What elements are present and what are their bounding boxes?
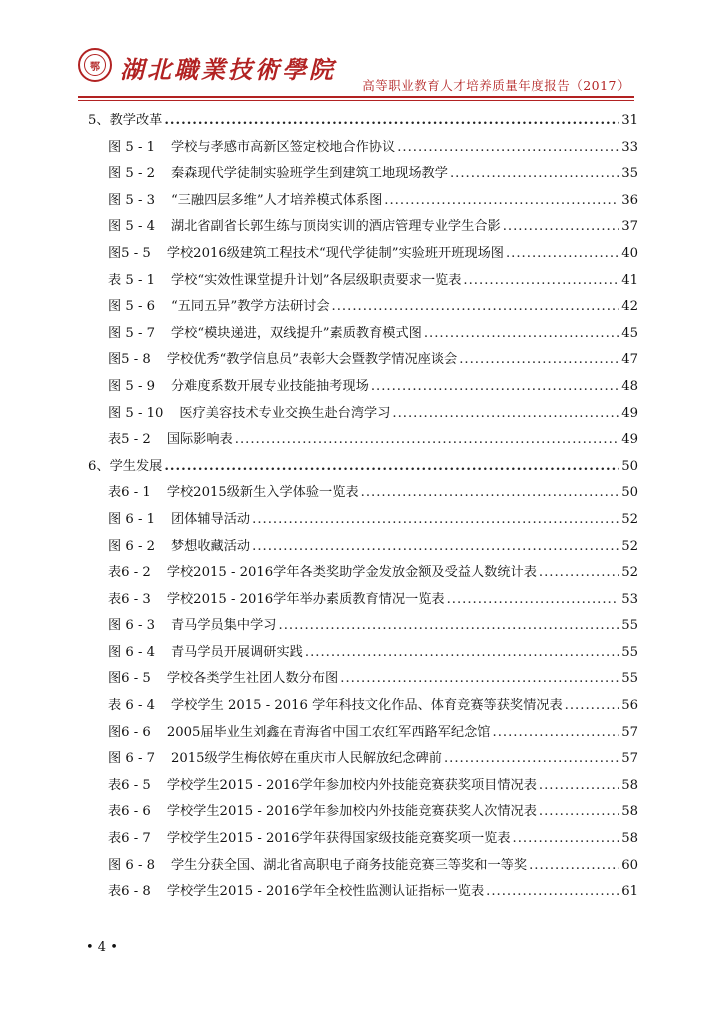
toc-entry-label: 图 5 - 7	[108, 325, 155, 341]
toc-entry-label: 图6 - 6	[108, 724, 151, 740]
toc-entry-label: 图 5 - 9	[108, 378, 155, 394]
toc-dot-leader	[305, 645, 619, 660]
toc-entry-page: 53	[621, 591, 638, 607]
toc-entry-page: 60	[621, 857, 638, 873]
toc-entry-page: 35	[621, 166, 638, 182]
toc-entry[interactable]	[88, 215, 638, 242]
toc-entry-label: 图5 - 8	[108, 352, 151, 368]
toc-dot-leader	[392, 406, 619, 421]
toc-entry-page: 61	[621, 884, 638, 900]
toc-dot-leader	[252, 512, 619, 527]
toc-entry-page: 40	[621, 245, 638, 261]
toc-entry-title: 学校2015 - 2016学年举办素质教育情况一览表	[166, 591, 445, 607]
toc-entry-label: 图 5 - 6	[108, 299, 155, 315]
toc-dot-leader	[340, 671, 619, 686]
toc-entry-title: 学校优秀“教学信息员”表彰大会暨教学情况座谈会	[166, 352, 458, 368]
toc-entry-label: 图 5 - 2	[108, 166, 155, 182]
toc-entry[interactable]	[88, 694, 638, 721]
toc-entry[interactable]	[88, 721, 638, 748]
toc-entry[interactable]	[88, 481, 638, 508]
header-divider	[78, 96, 634, 98]
toc-entry-title: 学校学生2015 - 2016学年参加校内外技能竞赛获奖人次情况表	[166, 804, 537, 820]
toc-entry-page: 55	[621, 644, 638, 660]
toc-entry-title: 学校2015级新生入学体验一览表	[166, 485, 359, 501]
toc-entry-page: 58	[621, 804, 638, 820]
toc-entry-label: 表6 - 8	[108, 884, 151, 900]
toc-dot-leader	[493, 725, 620, 740]
toc-entry-page: 55	[621, 671, 638, 687]
school-seal-text: 鄂	[84, 54, 106, 76]
toc-entry[interactable]	[88, 375, 638, 402]
toc-entry-title: 学校学生2015 - 2016学年获得国家级技能竞赛奖项一览表	[166, 831, 511, 847]
toc-dot-leader	[565, 698, 620, 713]
toc-entry-page: 50	[621, 458, 638, 474]
header-divider-thin	[78, 100, 634, 101]
toc-dot-leader	[332, 299, 620, 314]
toc-entry-page: 48	[621, 378, 638, 394]
toc-dot-leader	[447, 592, 620, 607]
toc-entry-page: 52	[621, 565, 638, 581]
toc-entry[interactable]	[88, 747, 638, 774]
toc-entry-page: 36	[621, 192, 638, 208]
toc-entry-title: 湖北省副省长郭生练与顶岗实训的酒店管理专业学生合影	[171, 219, 501, 235]
toc-entry-label: 表6 - 7	[108, 831, 151, 847]
toc-entry[interactable]	[88, 402, 638, 429]
toc-entry-label: 图 6 - 4	[108, 644, 155, 660]
school-seal-icon	[78, 48, 112, 82]
toc-entry-page: 56	[621, 698, 638, 714]
toc-entry-label: 图6 - 5	[108, 671, 151, 687]
toc-entry-page: 31	[621, 113, 638, 128]
toc-entry-title: 青马学员集中学习	[171, 618, 277, 634]
toc-entry-label: 表5 - 2	[108, 432, 151, 448]
toc-entry-title: “三融四层多维”人才培养模式体系图	[171, 192, 383, 208]
toc-entry-label: 图 5 - 4	[108, 219, 155, 235]
toc-dot-leader	[444, 751, 619, 766]
toc-dot-leader	[450, 166, 619, 181]
toc-section-entry[interactable]	[88, 455, 638, 482]
toc-entry[interactable]	[88, 827, 638, 854]
toc-section-entry[interactable]	[88, 109, 638, 136]
toc-entry[interactable]	[88, 136, 638, 163]
toc-dot-leader	[424, 326, 619, 341]
toc-entry-label: 表6 - 6	[108, 804, 151, 820]
toc-entry-title: 国际影响表	[166, 432, 233, 448]
toc-entry-label: 表 6 - 4	[108, 698, 155, 714]
toc-entry-title: 学校学生 2015 - 2016 学年科技文化作品、体育竞赛等获奖情况表	[171, 698, 563, 714]
toc-entry[interactable]	[88, 641, 638, 668]
table-of-contents	[88, 109, 638, 907]
toc-entry[interactable]	[88, 269, 638, 296]
page-number: • 4 •	[86, 940, 118, 955]
toc-entry-page: 37	[621, 219, 638, 235]
toc-entry-label: 表 5 - 1	[108, 272, 155, 288]
school-logo-text: 湖北職業技術學院	[120, 55, 336, 84]
toc-entry[interactable]	[88, 189, 638, 216]
toc-dot-leader	[164, 459, 619, 474]
toc-dot-leader	[235, 432, 619, 447]
toc-entry[interactable]	[88, 614, 638, 641]
toc-entry[interactable]	[88, 242, 638, 269]
report-subtitle: 高等职业教育人才培养质量年度报告（2017）	[362, 78, 630, 93]
toc-entry-title: 5、教学改革	[88, 113, 163, 128]
toc-entry-label: 图 5 - 3	[108, 192, 155, 208]
toc-entry-title: 秦森现代学徒制实验班学生到建筑工地现场教学	[171, 166, 448, 182]
toc-entry-page: 42	[621, 299, 638, 315]
toc-dot-leader	[539, 778, 619, 793]
toc-entry-title: “五同五异”教学方法研讨会	[171, 299, 330, 315]
toc-entry-title: 学校2015 - 2016学年各类奖助学金发放金额及受益人数统计表	[166, 565, 537, 581]
toc-dot-leader	[361, 485, 620, 500]
toc-entry-title: 学生分获全国、湖北省高职电子商务技能竞赛三等奖和一等奖	[171, 857, 528, 873]
toc-dot-leader	[529, 858, 619, 873]
toc-entry-title: 学校学生2015 - 2016学年参加校内外技能竞赛获奖项目情况表	[166, 777, 537, 793]
toc-entry[interactable]	[88, 322, 638, 349]
toc-entry-label: 图 5 - 1	[108, 139, 155, 155]
toc-entry-title: 分难度系数开展专业技能抽考现场	[171, 378, 369, 394]
toc-entry-page: 45	[621, 325, 638, 341]
toc-entry-label: 图 6 - 8	[108, 857, 155, 873]
toc-entry-label: 图 6 - 1	[108, 511, 155, 527]
toc-entry-title: 学校各类学生社团人数分布图	[166, 671, 339, 687]
toc-entry-title: 学校“模块递进，双线提升”素质教育模式图	[171, 325, 422, 341]
toc-dot-leader	[506, 246, 619, 261]
toc-entry[interactable]	[88, 348, 638, 375]
toc-entry[interactable]	[88, 774, 638, 801]
toc-dot-leader	[486, 884, 619, 899]
toc-entry-title: 学校学生2015 - 2016学年全校性监测认证指标一览表	[166, 884, 485, 900]
toc-entry[interactable]	[88, 588, 638, 615]
toc-entry-page: 57	[621, 724, 638, 740]
toc-entry-page: 58	[621, 831, 638, 847]
toc-dot-leader	[371, 379, 619, 394]
toc-entry-label: 表6 - 1	[108, 485, 151, 501]
toc-entry[interactable]	[88, 295, 638, 322]
toc-entry-title: 学校2016级建筑工程技术“现代学徒制”实验班开班现场图	[166, 245, 504, 261]
toc-entry-title: 6、学生发展	[88, 458, 163, 474]
toc-entry-page: 49	[621, 405, 638, 421]
toc-entry-label: 图 6 - 3	[108, 618, 155, 634]
toc-dot-leader	[503, 219, 620, 234]
toc-entry-title: 学校与孝感市高新区签定校地合作协议	[171, 139, 396, 155]
toc-dot-leader	[384, 193, 619, 208]
toc-entry[interactable]	[88, 667, 638, 694]
toc-entry-title: 2015级学生梅依婷在重庆市人民解放纪念碑前	[171, 751, 442, 767]
toc-dot-leader	[459, 352, 619, 367]
toc-entry-page: 49	[621, 432, 638, 448]
toc-entry[interactable]	[88, 162, 638, 189]
toc-entry[interactable]	[88, 508, 638, 535]
toc-dot-leader	[279, 618, 620, 633]
toc-entry-label: 图5 - 5	[108, 245, 151, 261]
toc-entry-title: 医疗美容技术专业交换生赴台湾学习	[179, 405, 391, 421]
toc-entry-label: 表6 - 2	[108, 565, 151, 581]
toc-entry[interactable]	[88, 535, 638, 562]
toc-entry-title: 团体辅导活动	[171, 511, 251, 527]
toc-dot-leader	[164, 113, 619, 128]
toc-entry-page: 52	[621, 511, 638, 527]
toc-entry-page: 57	[621, 751, 638, 767]
toc-entry-title: 2005届毕业生刘鑫在青海省中国工农红军西路军纪念馆	[166, 724, 491, 740]
toc-entry-page: 55	[621, 618, 638, 634]
toc-dot-leader	[513, 831, 620, 846]
page-header	[78, 40, 634, 102]
toc-dot-leader	[397, 140, 619, 155]
toc-entry-title: 学校“实效性课堂提升计划”各层级职责要求一览表	[171, 272, 462, 288]
toc-entry-page: 41	[621, 272, 638, 288]
toc-entry-label: 图 6 - 2	[108, 538, 155, 554]
toc-entry[interactable]	[88, 800, 638, 827]
toc-entry[interactable]	[88, 880, 638, 907]
toc-entry[interactable]	[88, 854, 638, 881]
toc-entry[interactable]	[88, 561, 638, 588]
toc-entry-page: 33	[621, 139, 638, 155]
toc-entry-title: 梦想收藏活动	[171, 538, 251, 554]
toc-dot-leader	[252, 539, 619, 554]
toc-entry-page: 47	[621, 352, 638, 368]
toc-dot-leader	[539, 804, 619, 819]
toc-entry-page: 58	[621, 777, 638, 793]
toc-entry-label: 表6 - 3	[108, 591, 151, 607]
toc-dot-leader	[539, 565, 619, 580]
toc-entry-label: 图 6 - 7	[108, 751, 155, 767]
toc-entry-page: 50	[621, 485, 638, 501]
toc-entry-label: 表6 - 5	[108, 777, 151, 793]
toc-entry-title: 青马学员开展调研实践	[171, 644, 303, 660]
toc-entry-label: 图 5 - 10	[108, 405, 164, 421]
toc-dot-leader	[463, 273, 619, 288]
toc-entry-page: 52	[621, 538, 638, 554]
toc-entry[interactable]	[88, 428, 638, 455]
